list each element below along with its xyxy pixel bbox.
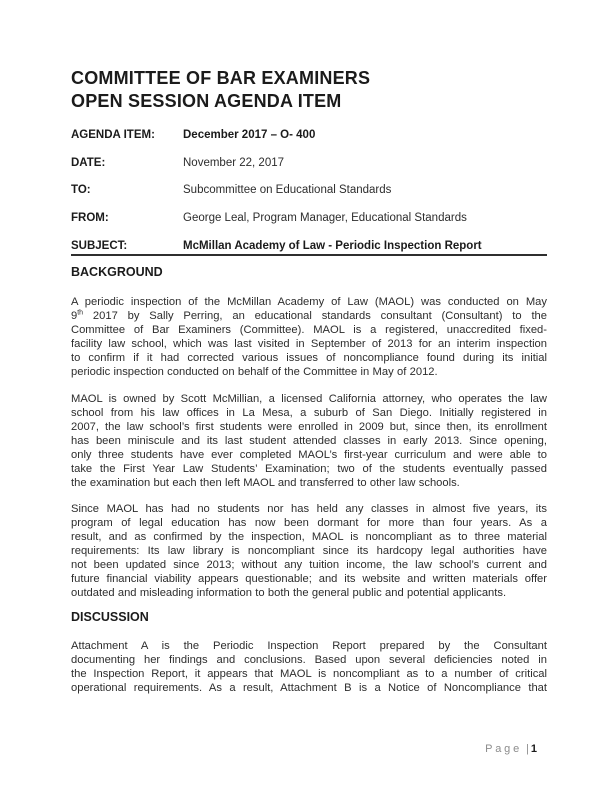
section-heading-discussion: DISCUSSION <box>71 610 149 625</box>
text-segment: 9 <box>71 310 78 323</box>
text-line: periodic inspection conducted on behalf of the Committee in May of 2012. <box>71 366 438 379</box>
page-footer <box>485 743 537 755</box>
document-title <box>71 67 547 113</box>
title-line-2: OPEN SESSION AGENDA ITEM <box>71 91 342 111</box>
subject-divider <box>71 254 547 256</box>
meta-label: FROM: <box>71 212 109 225</box>
meta-value: November 22, 2017 <box>183 156 285 169</box>
text-line: only three students have ever completed MAOL’s first-year curriculum and were able to <box>71 449 547 462</box>
paragraph-background-3 <box>71 502 547 600</box>
text-line: take the First Year Law Students’ Examination; two of the students eventually passed <box>71 463 547 476</box>
text-line: outdated and misleading information to both the general public and potential applicants. <box>71 587 507 600</box>
text-line: facility law school, which was last visited in September of 2013 for an interim inspection <box>71 338 547 351</box>
meta-row-agenda-item <box>71 128 547 142</box>
meta-label: TO: <box>71 184 91 197</box>
meta-row-from <box>71 211 547 225</box>
text-line: not been updated since 2013; without any tuition income, the law school’s current and <box>71 559 547 572</box>
text-line: 2007, the law school’s first students were enrolled in 2009 but, since then, its enrollment <box>71 421 547 434</box>
superscript-ordinal: th <box>77 309 84 317</box>
footer-page-number: 1 <box>530 743 537 755</box>
text-line: MAOL is owned by Scott McMillian, a licensed California attorney, who operates the law <box>71 393 547 406</box>
text-line: the examination but each then left MAOL and transferred to other law schools. <box>71 477 460 490</box>
memo-header <box>71 128 547 253</box>
paragraph-discussion-1 <box>71 639 547 695</box>
section-heading-background: BACKGROUND <box>71 265 163 280</box>
text-line: to confirm if it had corrected various issues of noncompliance found during its initial <box>71 352 547 365</box>
meta-value: December 2017 – O- 400 <box>183 129 316 141</box>
text-line: A periodic inspection of the McMillan Academy of Law (MAOL) was conducted on May <box>71 296 547 309</box>
text-line: operational requirements. As a result, Attachment B is a Notice of Noncompliance that <box>71 682 547 695</box>
text-line: school from his law offices in La Mesa, a suburb of San Diego. Initially registered in <box>71 407 547 420</box>
meta-label: DATE: <box>71 156 106 169</box>
title-line-1: COMMITTEE OF BAR EXAMINERS <box>71 68 371 88</box>
footer-separator: | <box>526 743 529 755</box>
text-line: has been miniscule and its last student attended classes in early 2013. Since opening, <box>71 435 547 448</box>
text-line: result, and as confirmed by the inspection, MAOL is noncompliant as to three material <box>71 531 547 544</box>
meta-label: SUBJECT: <box>71 239 128 252</box>
meta-row-to <box>71 183 547 197</box>
text-line: documenting her findings and conclusions. Based upon several deficiencies noted in <box>71 654 547 667</box>
meta-value: Subcommittee on Educational Standards <box>183 184 392 197</box>
text-segment: 2017 by Sally Perring, an educational standards consultant (Consultant) to the <box>83 310 547 323</box>
text-line: Committee of Bar Examiners (Committee). MAOL is a registered, unaccredited fixed- <box>71 324 547 337</box>
text-line: Attachment A is the Periodic Inspection Report prepared by the Consultant <box>71 640 547 653</box>
text-line <box>71 309 547 323</box>
text-line: the Inspection Report, it appears that MAOL is noncompliant as to a number of critical <box>71 668 547 681</box>
paragraph-background-1 <box>71 295 547 379</box>
text-line: future financial viability appears questionable; and its website and written materials offer <box>71 573 547 586</box>
text-line: requirements: Its law library is noncompliant since its hardcopy legal authorities have <box>71 545 547 558</box>
meta-row-date <box>71 156 547 170</box>
meta-row-subject <box>71 239 547 253</box>
meta-label: AGENDA ITEM: <box>71 129 155 141</box>
text-line: program of legal education has now been dormant for more than four years. As a <box>71 517 547 530</box>
text-line: Since MAOL has had no students nor has held any classes in almost five years, its <box>71 503 547 516</box>
paragraph-background-2 <box>71 392 547 490</box>
meta-value: McMillan Academy of Law - Periodic Inspection Report <box>183 239 482 252</box>
meta-value: George Leal, Program Manager, Educational Standards <box>183 212 467 225</box>
footer-page-word: Page <box>485 743 523 755</box>
